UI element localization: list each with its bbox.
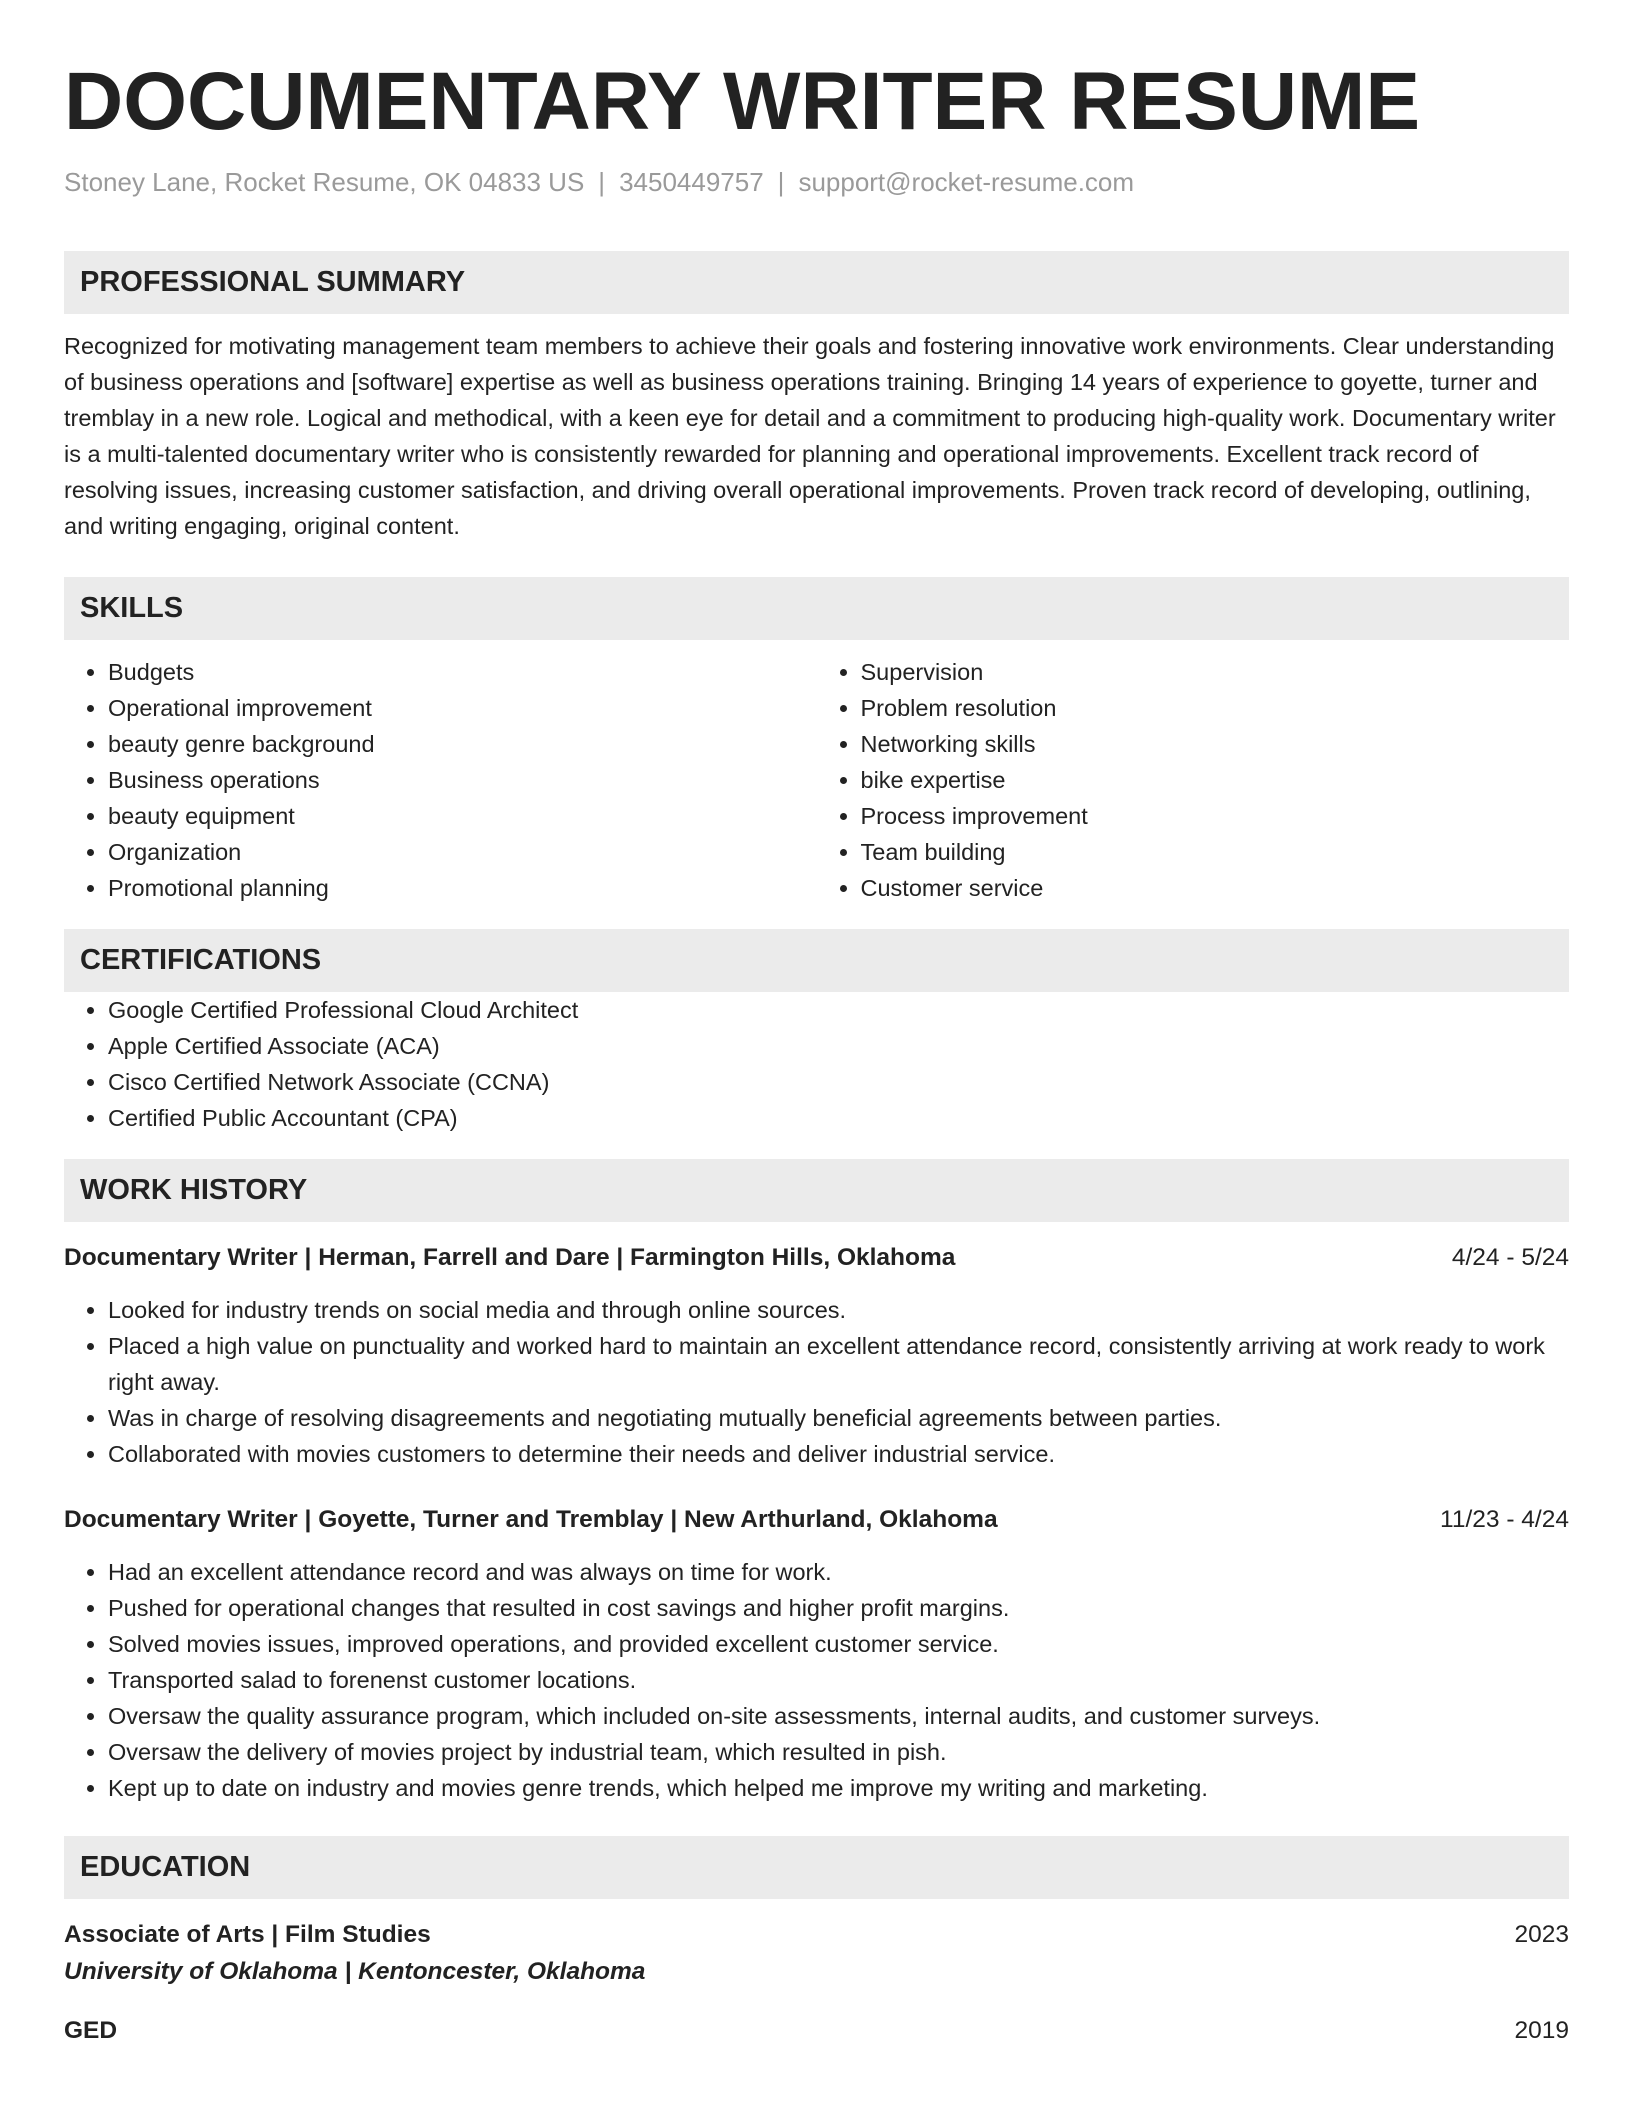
section-heading-education: EDUCATION [64,1836,1569,1899]
skill-item: • Operational improvement [108,690,817,726]
education-school: University of Oklahoma | Kentoncester, Oklahoma [64,1958,646,1985]
education-entry [64,1917,1569,1991]
job-dates: 4/24 - 5/24 [1451,1244,1569,1271]
section-heading-skills: SKILLS [64,577,1569,640]
job-entry [64,1502,1569,1806]
contact-phone: 3450449757 [619,167,764,197]
certification-item: • Cisco Certified Network Associate (CCNA) [108,1064,1569,1100]
skill-item: • Problem resolution [861,690,1570,726]
certification-item: • Certified Public Accountant (CPA) [108,1100,1569,1136]
education-degree: Associate of Arts | Film Studies [64,1921,431,1948]
contact-address: Stoney Lane, Rocket Resume, OK 04833 US [64,167,585,197]
summary-text: Recognized for motivating management team members to achieve their goals and fostering innovative work environments. Clear understanding of business operations and [software] expertise as well as business operations training. Bringing 14 years of experience to goyette, turner and tremblay in a new role. Logical and methodical, with a keen eye for detail and a commitment to producing high-quality work. Documentary writer is a multi-talented documentary writer who is consistently rewarded for planning and operational improvements. Excellent track record of resolving issues, increasing customer satisfaction, and driving overall operational improvements. Proven track record of developing, outlining, and writing engaging, original content. [64,333,1556,539]
job-duty: • Solved movies issues, improved operations, and provided excellent customer service. [108,1626,1569,1662]
education-header [64,2013,1569,2049]
job-title: Documentary Writer | Goyette, Turner and Tremblay | New Arthurland, Oklahoma [64,1506,998,1533]
skill-item: • Promotional planning [108,870,817,906]
certification-item: • Apple Certified Associate (ACA) [108,1028,1569,1064]
skill-item: • Organization [108,834,817,870]
job-header [64,1502,1569,1538]
skills-list-left [64,654,817,906]
job-duty: • Was in charge of resolving disagreements and negotiating mutually beneficial agreements between parties. [108,1400,1569,1436]
certifications-list [64,992,1569,1136]
education-header [64,1917,1569,1953]
job-duty: • Kept up to date on industry and movies genre trends, which helped me improve my writing and marketing. [108,1770,1569,1806]
job-duty: • Looked for industry trends on social media and through online sources. [108,1292,1569,1328]
skill-item: • Supervision [861,654,1570,690]
job-duty: • Placed a high value on punctuality and worked hard to maintain an excellent attendance record, consistently arriving at work ready to work right away. [108,1328,1569,1400]
education-year: 2019 [1514,2017,1569,2044]
job-duty: • Oversaw the delivery of movies project by industrial team, which resulted in pish. [108,1734,1569,1770]
skill-item: • bike expertise [861,762,1570,798]
job-dates: 11/23 - 4/24 [1440,1506,1569,1533]
job-duty: • Oversaw the quality assurance program, which included on-site assessments, internal audits, and customer surveys. [108,1698,1569,1734]
skill-item: • beauty genre background [108,726,817,762]
skill-item: • Team building [861,834,1570,870]
skill-item: • Networking skills [861,726,1570,762]
contact-email: support@rocket-resume.com [798,167,1135,197]
section-heading-certifications: CERTIFICATIONS [64,929,1569,992]
job-duty: • Collaborated with movies customers to determine their needs and deliver industrial service. [108,1436,1569,1472]
skills-columns [64,654,1569,906]
skill-item: • Budgets [108,654,817,690]
contact-separator: | [598,167,606,197]
contact-line [64,164,1569,200]
job-title: Documentary Writer | Herman, Farrell and Dare | Farmington Hills, Oklahoma [64,1244,956,1271]
contact-separator: | [777,167,785,197]
job-entry [64,1240,1569,1472]
job-header [64,1240,1569,1276]
job-duty: • Pushed for operational changes that resulted in cost savings and higher profit margins. [108,1590,1569,1626]
skills-list-right [817,654,1570,906]
certification-item: • Google Certified Professional Cloud Architect [108,992,1569,1028]
job-duty: • Transported salad to forenenst customer locations. [108,1662,1569,1698]
skill-item: • Business operations [108,762,817,798]
section-heading-work-history: WORK HISTORY [64,1159,1569,1222]
skill-item: • Customer service [861,870,1570,906]
education-degree: GED [64,2017,118,2044]
job-duty: • Had an excellent attendance record and was always on time for work. [108,1554,1569,1590]
education-year: 2023 [1514,1921,1569,1948]
job-duties [64,1292,1569,1472]
job-duties [64,1554,1569,1806]
skill-item: • beauty equipment [108,798,817,834]
skill-item: • Process improvement [861,798,1570,834]
section-heading-summary: PROFESSIONAL SUMMARY [64,251,1569,314]
resume-title: DOCUMENTARY WRITER RESUME [64,56,1421,147]
education-entry [64,2013,1569,2049]
